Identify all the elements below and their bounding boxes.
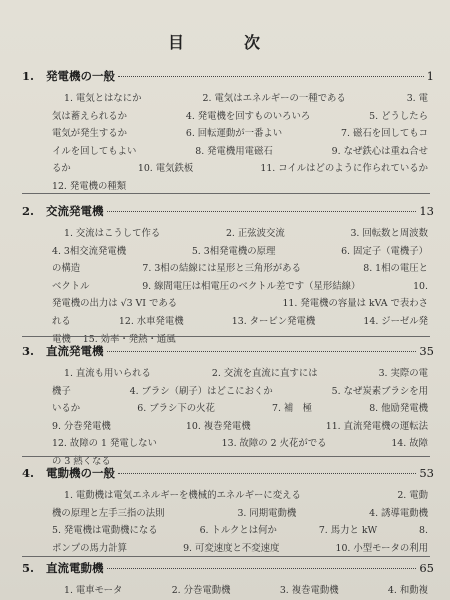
section-entry[interactable]: 3. 実際の電 — [378, 368, 428, 379]
section-entry[interactable]: 5. なぜ炭素ブラシを用 — [331, 385, 428, 397]
chapter-title: 交流発電機 — [46, 204, 104, 218]
toc-line — [52, 383, 428, 401]
section-entry[interactable]: 8. 発電機用電磁石 — [195, 145, 273, 157]
section-entry[interactable]: 6. ブラシ下の火花 — [137, 403, 215, 415]
chapter-number: 5. — [22, 561, 35, 575]
chapter-5 — [22, 560, 434, 600]
section-entry[interactable]: 電気が発生するか — [52, 128, 128, 140]
section-entry[interactable]: 1. 電動機は電気エネルギーを機械的エネルギーに変える — [64, 490, 301, 501]
section-entry[interactable]: 電機 — [52, 333, 71, 345]
chapter-heading[interactable] — [22, 68, 434, 84]
section-entry[interactable]: 6. 固定子（電機子） — [341, 245, 428, 257]
chapter-3 — [22, 343, 434, 471]
section-entry[interactable]: 3. 回転数と周波数 — [350, 228, 428, 239]
section-list — [52, 225, 428, 348]
section-entry[interactable]: 1. 直流も用いられる — [64, 368, 151, 379]
section-entry[interactable]: 機子 — [52, 385, 71, 397]
page-title: 目 次 — [167, 33, 282, 52]
section-entry[interactable]: 5. どうしたら — [369, 110, 428, 122]
section-entry[interactable]: 10. 電気鉄板 — [137, 163, 194, 175]
section-list — [52, 487, 428, 557]
section-entry[interactable]: 4. 発電機を回すものいろいろ — [185, 110, 311, 122]
dot-leader — [107, 568, 417, 569]
toc-line — [52, 278, 428, 296]
chapter-title: 直流電動機 — [46, 561, 104, 575]
section-entry[interactable]: 1. 電気とはなにか — [64, 93, 142, 104]
section-list — [52, 365, 428, 471]
toc-line — [52, 540, 428, 558]
section-entry[interactable]: 7. 3相の結線には星形と三角形がある — [142, 263, 301, 275]
section-entry[interactable]: 11. 直流発電機の運転法 — [325, 420, 428, 432]
toc-line — [52, 418, 428, 436]
chapter-heading[interactable] — [22, 203, 434, 219]
section-entry[interactable]: 14. 故障 — [391, 438, 428, 450]
section-entry[interactable]: 7. 馬力と kW — [318, 525, 378, 537]
section-list — [52, 582, 428, 600]
section-entry[interactable]: 10. 複巻発電機 — [185, 420, 251, 432]
section-entry[interactable]: ポンプの馬力計算 — [52, 542, 128, 554]
section-entry[interactable]: 13. 故障の 2 火花がでる — [221, 438, 327, 450]
section-entry[interactable]: 気は蓄えられるか — [52, 110, 128, 122]
section-entry[interactable]: 13. タービン発電機 — [231, 315, 316, 327]
section-entry[interactable]: 4. 3相交流発電機 — [52, 245, 127, 257]
chapter-number: 3. — [22, 344, 35, 358]
section-entry[interactable]: 10. 小型モータの利用 — [335, 542, 428, 554]
chapter-title: 直流発電機 — [46, 344, 104, 358]
section-entry[interactable]: 12. 故障の 1 発電しない — [52, 438, 157, 450]
toc-line — [52, 90, 428, 108]
chapter-page-number: 65 — [419, 561, 434, 575]
section-entry[interactable]: 11. コイルはどのように作られているか — [260, 163, 428, 175]
section-entry[interactable]: 7. 磁石を回してもコ — [341, 128, 428, 140]
toc-line — [52, 435, 428, 453]
toc-line — [52, 313, 428, 331]
chapter-title: 発電機の一般 — [46, 69, 115, 83]
toc-line — [52, 160, 428, 178]
section-entry[interactable]: 5. 発電機は電動機になる — [52, 525, 158, 537]
section-entry[interactable]: 6. トルクとは何か — [199, 525, 277, 537]
chapter-page-number: 35 — [419, 344, 434, 358]
dot-leader — [107, 351, 417, 352]
chapter-heading[interactable] — [22, 343, 434, 359]
section-entry[interactable]: 1. 交流はこうして作る — [64, 228, 161, 239]
section-entry[interactable]: 3. 同期電動機 — [237, 507, 297, 519]
toc-line — [52, 400, 428, 418]
section-entry[interactable]: の構造 — [52, 263, 81, 275]
section-entry[interactable]: 14. ジーゼル発 — [363, 315, 428, 327]
chapter-heading[interactable] — [22, 560, 434, 576]
toc-line — [52, 108, 428, 126]
chapter-divider — [22, 336, 430, 337]
section-entry[interactable]: の 3 熱くなる — [52, 455, 111, 467]
toc-line — [52, 505, 428, 523]
section-entry[interactable]: 3. 電 — [406, 93, 428, 104]
toc-line — [52, 125, 428, 143]
toc-line — [52, 365, 428, 383]
chapter-1 — [22, 68, 434, 196]
section-entry[interactable]: 5. 3相発電機の原理 — [191, 245, 276, 257]
section-entry[interactable]: 4. ブラシ（刷子）はどこにおくか — [129, 385, 273, 397]
section-entry[interactable]: いるか — [52, 403, 81, 415]
chapter-number: 2. — [22, 204, 35, 218]
chapter-number: 1. — [22, 69, 35, 83]
section-entry[interactable]: 4. 和動複 — [387, 585, 428, 596]
chapter-4 — [22, 465, 434, 557]
section-entry[interactable]: 8. 1相の電圧と — [363, 263, 428, 275]
dot-leader — [118, 473, 416, 474]
section-entry[interactable]: 9. 可変速度と不変速度 — [183, 542, 280, 554]
section-entry[interactable]: 12. 水車発電機 — [118, 315, 184, 327]
toc-line — [52, 143, 428, 161]
chapter-page-number: 1 — [426, 69, 434, 83]
section-entry[interactable]: 2. 電気はエネルギーの一種である — [202, 93, 346, 104]
toc-line — [52, 487, 428, 505]
section-entry[interactable]: 2. 正弦波交流 — [225, 228, 285, 239]
section-entry[interactable]: 発電機の出力は √3 VI である — [52, 298, 178, 310]
toc-line — [52, 295, 428, 313]
dot-leader — [107, 211, 417, 212]
section-entry[interactable]: 6. 回転運動が一番よい — [185, 128, 283, 140]
chapter-heading[interactable] — [22, 465, 434, 481]
section-entry[interactable]: 8. 他励発電機 — [369, 403, 428, 415]
section-entry[interactable]: 2. 交流を直流に直すには — [211, 368, 318, 379]
section-entry[interactable]: 8. — [419, 525, 428, 537]
chapter-divider — [22, 193, 430, 194]
dot-leader — [118, 76, 424, 77]
section-entry[interactable]: 12. 発電機の種類 — [52, 180, 127, 192]
section-entry[interactable]: 4. 誘導電動機 — [369, 507, 428, 519]
section-entry[interactable]: 2. 電動 — [397, 490, 428, 501]
chapter-divider — [22, 456, 430, 457]
chapter-page-number: 53 — [419, 466, 434, 480]
chapter-page-number: 13 — [419, 204, 434, 218]
toc-line — [52, 243, 428, 261]
toc-line — [52, 225, 428, 243]
section-entry[interactable]: るか — [52, 163, 71, 175]
section-entry[interactable]: 7. 補 極 — [271, 403, 313, 415]
section-entry[interactable]: 15. 効率・発熱・通風 — [82, 333, 176, 345]
toc-line — [52, 260, 428, 278]
section-entry[interactable]: 3. 複巻電動機 — [279, 585, 339, 596]
section-entry[interactable]: 10. — [413, 280, 428, 292]
section-entry[interactable]: イルを回してもよい — [52, 145, 137, 157]
chapter-title: 電動機の一般 — [46, 466, 115, 480]
section-entry[interactable]: 機の原理と左手三指の法則 — [52, 507, 165, 519]
section-entry[interactable]: れる — [52, 315, 71, 327]
chapter-number: 4. — [22, 466, 35, 480]
section-entry[interactable]: 2. 分巻電動機 — [171, 585, 231, 596]
section-entry[interactable]: 9. なぜ鉄心は重ね合せ — [331, 145, 428, 157]
toc-line — [52, 522, 428, 540]
section-entry[interactable]: ベクトル — [52, 280, 90, 292]
section-entry[interactable]: 11. 発電機の容量は kVA で表わさ — [282, 298, 428, 310]
section-entry[interactable]: 1. 電車モータ — [64, 585, 123, 596]
chapter-2 — [22, 203, 434, 348]
section-entry[interactable]: 9. 分巻発電機 — [52, 420, 111, 432]
chapter-divider — [22, 556, 430, 557]
section-entry[interactable]: 9. 線間電圧は相電圧のベクトル差です（星形結線） — [142, 280, 361, 292]
section-list — [52, 90, 428, 196]
toc-line — [52, 582, 428, 600]
